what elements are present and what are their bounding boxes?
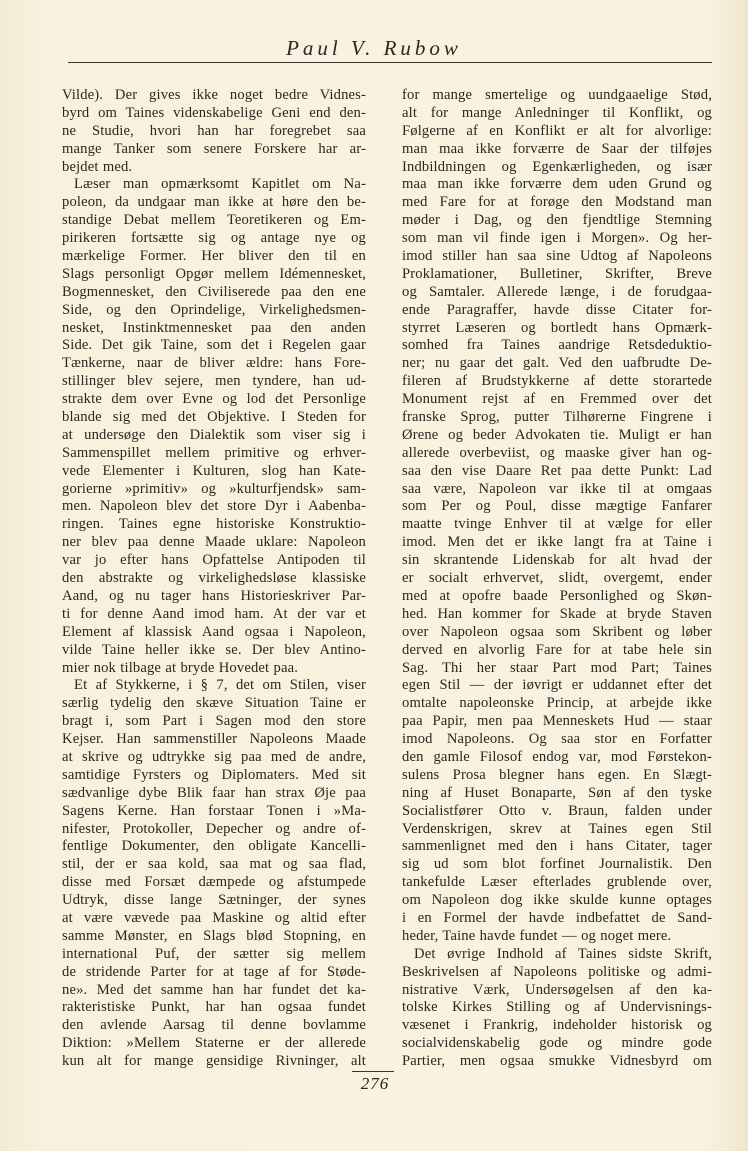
header-rule <box>68 62 712 63</box>
text-line: Element af klassisk Aand ogsaa i Napoleon, <box>62 623 366 640</box>
text-line: vede Elementer i Kulturen, slog han Kate- <box>62 462 366 479</box>
text-line: fentlige Dokumenter, den obligate Kancelli- <box>62 838 366 855</box>
text-line: bragt i, som Part i Sagen mod den store <box>62 713 366 730</box>
text-line: pirikeren fortsætte sig og antage nye og <box>62 230 366 247</box>
text-line: Sagens Kerne. Han forstaar Tonen i »Ma- <box>62 802 366 819</box>
paragraph <box>402 87 712 946</box>
text-line: mier nok tilbage at bryde Hovedet paa. <box>62 659 299 676</box>
text-line: imod. Men det er ikke langt fra at Taine i <box>402 534 712 551</box>
text-line: at være vævede paa Maskine og altid efter <box>62 909 366 926</box>
text-line: den abstrakte og virkelighedsløse klassiske <box>62 570 366 587</box>
text-line: bejdet med. <box>62 158 133 175</box>
text-line: socialvidenskabelig gode og mindre gode <box>402 1035 712 1052</box>
text-line: med at opofre baade Personlighed og Skøn- <box>402 587 712 604</box>
text-line: ende Paragraffer, havde disse Citater for- <box>402 301 712 318</box>
page-number-rule <box>352 1071 394 1072</box>
right-column <box>402 87 712 1071</box>
text-line: nesket, Instinktmennesket paa den anden <box>62 319 366 336</box>
text-line: Et af Stykkerne, i § 7, det om Stilen, viser <box>74 677 366 694</box>
text-line: gorierne »primitiv» og »kulturfjendsk» sam- <box>62 480 366 497</box>
text-line: nifester, Protokoller, Depecher og andre of- <box>62 820 366 837</box>
text-line: Det øvrige Indhold af Taines sidste Skrift, <box>414 945 712 962</box>
text-line: stil, der er saa kold, saa mat og saa flad, <box>62 856 366 873</box>
text-line: og Samtaler. Allerede længe, i de forudgaa- <box>402 283 712 300</box>
text-line: styrret Læseren og bortledt hans Opmærk- <box>402 319 712 336</box>
text-line: at undersøge den Dialektik som viser sig i <box>62 426 366 443</box>
text-line: saa den vise Daare Ret paa dette Punkt: Lad <box>402 462 712 479</box>
text-line: byrd om Taines videnskabelige Geni end den- <box>62 104 366 121</box>
left-column <box>62 87 366 1071</box>
text-line: franske Sprog, putter Tilhørerne Fingrene i <box>402 409 712 426</box>
text-line: somhed fra Taines aandrige Retsdeduktio- <box>402 337 712 354</box>
text-line: Side, og den Oprindelige, Virkelighedsmen- <box>62 301 366 318</box>
text-line: allerede overbeviist, og maaske giver han og- <box>402 444 712 461</box>
text-line: tankefulde Læser efterlades grublende over, <box>402 874 712 891</box>
text-line: sin skrantende Lidenskab for alt hvad der <box>402 552 712 569</box>
text-line: Aand, og nu tager hans Historieskriver Par- <box>62 587 366 604</box>
text-line: Indbildningen og Egenkærligheden, og især <box>402 158 712 175</box>
running-head: Paul V. Rubow <box>286 36 462 60</box>
text-line: ner blev paa denne Maade uklare: Napoleon <box>62 534 366 551</box>
paragraph <box>62 677 366 1071</box>
text-line: strakte dem over Evne og lod det Personlige <box>62 391 366 408</box>
text-line: ringen. Taines egne historiske Konstruktio- <box>62 516 366 533</box>
text-line: derved en alvorlig Fare for at tabe hele sin <box>402 641 712 658</box>
text-line: ne Studie, hvori han har foregrebet saa <box>62 122 366 139</box>
text-line: ner; nu gaar det galt. Ved den uafbrudte De- <box>402 355 712 372</box>
text-line: de stridende Parter for at tage af for Støde- <box>62 963 366 980</box>
text-line: om Napoleon dog ikke skulde kunne optages <box>402 892 712 909</box>
text-line: Slags personligt Opgør mellem Idémennesket, <box>62 265 366 282</box>
text-line: den gamle Filosof endog var, mod Førstekon- <box>402 748 712 765</box>
text-line: sig ud som blot forfinet Journalistik. Den <box>402 856 712 873</box>
text-line: Verdenskrigen, skrev at Taines egen Stil <box>402 820 712 837</box>
text-line: ning af Huset Bonaparte, Søn af den tyske <box>402 784 712 801</box>
text-line: fileren af Brudstykkerne af dette storartede <box>402 373 712 390</box>
text-line: særlig tydelig den skæve Situation Taine er <box>62 695 366 712</box>
text-line: imod Napoleons. Og saa stor en Forfatter <box>402 731 712 748</box>
text-line: disse med Forsæt dæmpede og afstumpede <box>62 874 366 891</box>
text-line: mange Tanker som senere Forskere har ar- <box>62 140 366 157</box>
text-line: international Puf, der sætter sig mellem <box>62 945 366 962</box>
text-line: kun alt for mange gensidige Rivninger, alt <box>62 1053 366 1070</box>
text-line: imod stiller han saa sine Udtog af Napoleons <box>402 248 712 265</box>
text-line: samtidige Fyrsters og Diplomaters. Med sit <box>62 766 366 783</box>
text-line: maatte tvinge Enhver til at vælge for eller <box>402 516 712 533</box>
text-line: møder i Dag, og den fjendtlige Stemning <box>402 212 712 229</box>
text-line: væsenet i Frankrig, indeholder historisk og <box>402 1017 712 1034</box>
text-line: Beskrivelsen af Napoleons politiske og admi- <box>402 963 712 980</box>
text-line: hed. Han kommer for Skade at bryde Staven <box>402 605 712 622</box>
text-line: alt for mange Anledninger til Konflikt, og <box>402 104 712 121</box>
text-line: den avlende Aarsag til denne bovlamme <box>62 1017 366 1034</box>
text-line: ne». Med det samme han har fundet det ka- <box>62 981 366 998</box>
text-line: sammenlignet med den i hans Citater, tager <box>402 838 712 855</box>
text-line: Udtryk, disse lange Sætninger, der synes <box>62 892 366 909</box>
text-line: ti for denne Aand imod ham. At der var et <box>62 605 366 622</box>
text-line: som Per og Poul, disse mægtige Fanfarer <box>402 498 712 515</box>
text-line: Følgerne af en Konflikt er alt for alvorlige: <box>402 122 712 139</box>
text-line: at skrive og udtrykke sig paa med de andre, <box>62 748 366 765</box>
text-line: mærkelige Former. Her bliver den til en <box>62 248 366 265</box>
text-line: Tænkerne, naar de bliver ældre: hans Fore- <box>62 355 366 372</box>
text-line: sulens Prosa blegner hans egen. En Slægt- <box>402 766 712 783</box>
text-line: stillinger blev sejere, men tyndere, han ud- <box>62 373 366 390</box>
text-line: Proklamationer, Bulletiner, Skrifter, Breve <box>402 265 712 282</box>
text-line: paa Papir, men paa Menneskets Hud — staar <box>402 713 712 730</box>
text-line: standige Debat mellem Teoretikeren og Em- <box>62 212 366 229</box>
text-line: rakteristiske Punkt, har han ogsaa fundet <box>62 999 366 1016</box>
text-line: Side. Det gik Taine, som det i Regelen gaar <box>62 337 366 354</box>
text-line: maa man ikke forværre dem uden Grund og <box>402 176 712 193</box>
text-line: Ørene og beder Advokaten tie. Muligt er han <box>402 426 712 443</box>
page-number: 276 <box>360 1074 390 1093</box>
paragraph <box>402 946 712 1071</box>
text-line: egen Stil — der iøvrigt er uddannet efter det <box>402 677 712 694</box>
text-line: man maa ikke forværre de Saar der tilføjes <box>402 140 712 157</box>
text-line: blande sig med det Objektive. I Steden for <box>62 409 366 426</box>
text-line: Partier, men ogsaa smukke Vidnesbyrd om <box>402 1053 712 1070</box>
text-line: Sammenspillet mellem primitive og erhver- <box>62 444 366 461</box>
text-line: Diktion: »Mellem Staterne er der allerede <box>62 1035 366 1052</box>
text-line: Monument rejst af en Fremmed over det <box>402 391 712 408</box>
text-line: var jo efter hans Opfattelse Antipoden til <box>62 552 366 569</box>
text-line: saa være, Napoleon var ikke til at omgaas <box>402 480 712 497</box>
text-line: Vilde). Der gives ikke noget bedre Vidnes- <box>62 87 366 103</box>
text-line: med Fare for at forøge den Modstand man <box>402 194 712 211</box>
text-line: Bogmennesket, den Civiliserede paa den ene <box>62 283 366 300</box>
text-line: over Napoleon ogsaa som Skribent og løber <box>402 623 712 640</box>
text-line: omtalte napoleonske Princip, at arbejde ikke <box>402 695 712 712</box>
text-line: Sag. Thi her staar Part mod Part; Taines <box>402 659 712 676</box>
text-line: nistrative Værk, Undersøgelsen af den ka- <box>402 981 712 998</box>
text-line: i en Formel der havde indbefattet de Sand- <box>402 909 712 926</box>
text-line: Socialistfører Otto v. Braun, falden under <box>402 802 712 819</box>
text-line: for mange smertelige og uundgaaelige Stød, <box>402 87 712 103</box>
text-line: poleon, da undgaar man ikke at høre den be- <box>62 194 366 211</box>
paragraph <box>62 87 366 176</box>
text-line: samme Mønster, en Slags blød Stopning, en <box>62 927 366 944</box>
text-line: Kejser. Han sammenstiller Napoleons Maade <box>62 731 366 748</box>
text-line: vilde Taine heller ikke se. Der blev Antino- <box>62 641 366 658</box>
text-line: heder, Taine havde fundet — og noget mere. <box>402 927 672 944</box>
text-line: sædvanlige dybe Blik faar han strax Øje paa <box>62 784 366 801</box>
text-line: tolske Kirkes Stilling og af Undervisnings- <box>402 999 712 1016</box>
text-line: men. Napoleon blev det store Dyr i Aabenba- <box>62 498 366 515</box>
text-line: er socialt erhvervet, slidt, overgemt, ender <box>402 570 712 587</box>
text-line: Læser man opmærksomt Kapitlet om Na- <box>74 176 366 193</box>
text-line: som man vil finde igen i Morgen». Og her- <box>402 230 712 247</box>
paragraph <box>62 176 366 677</box>
